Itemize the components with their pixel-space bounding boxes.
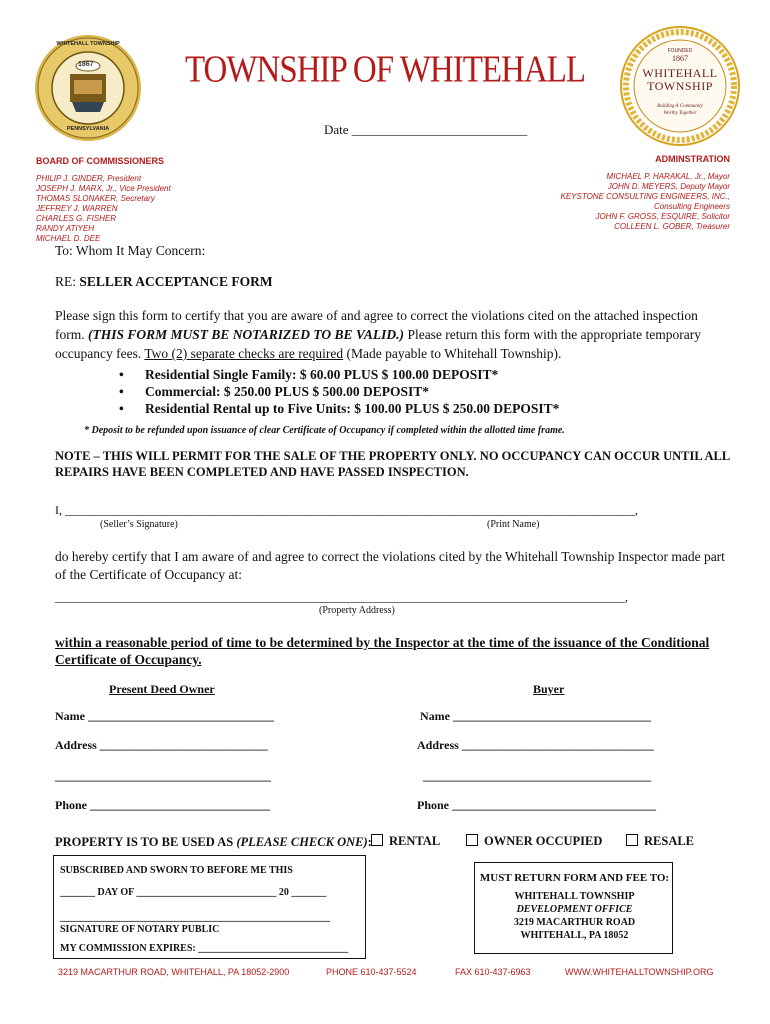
- return-line3: 3219 MACARTHUR ROAD: [513, 917, 636, 928]
- board-heading: BOARD OF COMMISSIONERS: [36, 156, 165, 166]
- notary-day-line[interactable]: _______ DAY OF ____________________________ 20 _______: [60, 887, 327, 898]
- left-seal-bottom-text: PENNSYLVANIA: [66, 126, 110, 132]
- return-line1: WHITEHALL TOWNSHIP: [514, 891, 635, 902]
- resale-label: RESALE: [644, 834, 695, 848]
- date-field-line[interactable]: Date ___________________________: [324, 122, 528, 137]
- property-address-line[interactable]: _______________________________________________________________________________________________,: [55, 590, 628, 604]
- owner-address-line2[interactable]: ____________________________________: [55, 769, 271, 783]
- fee-item: • Residential Rental up to Five Units: $ 100.00 PLUS $ 250.00 DEPOSIT*: [119, 400, 559, 417]
- owner-occupied-option[interactable]: [466, 834, 602, 849]
- owner-address-field[interactable]: Address ____________________________: [55, 738, 268, 752]
- footer-address: 3219 MACARTHUR ROAD, WHITEHALL, PA 18052-2900: [58, 967, 290, 977]
- resale-option[interactable]: [626, 834, 694, 849]
- subject-label: RE:: [55, 274, 80, 289]
- print-name-label: (Print Name): [487, 519, 540, 530]
- buyer-heading: Buyer: [533, 682, 565, 696]
- sworn-text: SUBSCRIBED AND SWORN TO BEFORE ME THIS: [60, 865, 293, 876]
- rental-label: RENTAL: [389, 834, 441, 848]
- return-line4: WHITEHALL, PA 18052: [520, 930, 629, 941]
- right-seal-sub: Building A Community: [657, 104, 703, 109]
- fee-list: [119, 366, 559, 417]
- fee-item: • Residential Single Family: $ 60.00 PLUS $ 100.00 DEPOSIT*: [119, 366, 559, 383]
- buyer-address-field[interactable]: Address ________________________________: [417, 738, 654, 752]
- return-line2: DEVELOPMENT OFFICE: [516, 904, 633, 915]
- board-member: MICHAEL D. DEE: [36, 234, 101, 243]
- buyer-address-line2[interactable]: ______________________________________: [423, 769, 651, 783]
- notarize-warning: (THIS FORM MUST BE NOTARIZED TO BE VALID.): [88, 327, 405, 342]
- owner-occupied-checkbox[interactable]: [466, 834, 478, 846]
- instructions-text-2: Please return this form with the appropriate temporary occupancy fees.: [55, 327, 701, 361]
- notary-signature-label: SIGNATURE OF NOTARY PUBLIC: [60, 924, 220, 935]
- salutation: To: Whom It May Concern:: [55, 243, 206, 258]
- right-seal-year: 1867: [672, 54, 688, 63]
- administration-members-list: [560, 172, 730, 232]
- footer-website[interactable]: WWW.WHITEHALLTOWNSHIP.ORG: [565, 967, 714, 977]
- check-one-hint: (PLEASE CHECK ONE): [236, 835, 368, 849]
- return-address-box: [474, 862, 673, 954]
- fee-item: • Commercial: $ 250.00 PLUS $ 500.00 DEPOSIT*: [119, 383, 559, 400]
- admin-member: KEYSTONE CONSULTING ENGINEERS, INC.,: [560, 192, 730, 201]
- admin-member: MICHAEL P. HARAKAL, Jr., Mayor: [606, 172, 730, 181]
- instructions-paragraph: [55, 306, 730, 363]
- left-seal-top-text: WHITEHALL TOWNSHIP: [56, 41, 120, 47]
- rental-option[interactable]: [371, 834, 440, 849]
- left-seal-year: 1867: [78, 61, 94, 68]
- rental-checkbox[interactable]: [371, 834, 383, 846]
- commission-expires-line[interactable]: MY COMMISSION EXPIRES: ______________________________: [60, 943, 349, 954]
- admin-member: JOHN F. GROSS, ESQUIRE, Solicitor: [595, 212, 730, 221]
- property-use-prompt: [55, 835, 372, 850]
- admin-member: Consulting Engineers: [653, 202, 730, 211]
- two-checks-notice: Two (2) separate checks are required: [144, 346, 344, 361]
- board-members-list: [36, 174, 171, 244]
- board-member: JOSEPH J. MARX, Jr., Vice President: [36, 184, 171, 193]
- right-seal-line1: WHITEHALL: [642, 66, 718, 80]
- board-member: JEFFREY J. WARREN: [36, 204, 118, 213]
- notary-box: [53, 855, 366, 959]
- right-seal-sub2: Worthy Together: [663, 111, 697, 116]
- footer-fax: FAX 610-437-6963: [455, 967, 531, 977]
- seller-signature-line[interactable]: I, _______________________________________________________________________________________________,: [55, 503, 638, 517]
- buyer-name-field[interactable]: Name _________________________________: [420, 709, 651, 723]
- administration-heading: ADMINSTRATION: [655, 154, 730, 164]
- resale-checkbox[interactable]: [626, 834, 638, 846]
- occupancy-note: NOTE – THIS WILL PERMIT FOR THE SALE OF THE PROPERTY ONLY. NO OCCUPANCY CAN OCCUR UNTIL ALL REPAIRS HAVE BEEN COMPLETED AND HAVE PASSED INSPECTION.: [55, 449, 730, 479]
- board-member: THOMAS SLONAKER, Secretary: [36, 194, 155, 203]
- instructions-text: Please sign this form to certify that you are aware of and agree to correct the violations cited on the attached inspection form.: [55, 308, 698, 342]
- seller-signature-label: (Seller’s Signature): [100, 519, 178, 530]
- payable-note: (Made payable to Whitehall Township).: [343, 346, 562, 361]
- buyer-phone-field[interactable]: Phone __________________________________: [417, 798, 657, 812]
- subject-line: [55, 274, 273, 290]
- subject-text: SELLER ACCEPTANCE FORM: [79, 274, 273, 289]
- footer-phone: PHONE 610-437-5524: [326, 967, 417, 977]
- owner-phone-field[interactable]: Phone ______________________________: [55, 798, 271, 812]
- notary-signature-line[interactable]: ______________________________________________________: [60, 912, 330, 923]
- property-address-label: (Property Address): [319, 605, 395, 616]
- board-member: RANDY ATIYEH: [36, 224, 95, 233]
- property-use-label: PROPERTY IS TO BE USED AS: [55, 835, 237, 849]
- right-seal-founded: FOUNDED: [667, 48, 693, 54]
- admin-member: COLLEEN L. GOBER, Treasurer: [614, 222, 730, 231]
- deposit-note: * Deposit to be refunded upon issuance of clear Certificate of Occupancy if completed within the allotted time frame.: [84, 425, 565, 436]
- admin-member: JOHN D. MEYERS, Deputy Mayor: [607, 182, 730, 191]
- page-title: TOWNSHIP OF WHITEHALL: [184, 49, 586, 91]
- board-member: PHILIP J. GINDER, President: [36, 174, 142, 183]
- inspection-period-text: within a reasonable period of time to be determined by the Inspector at the time of the issuance of the Conditional Certificate of Occupancy.: [55, 635, 710, 667]
- certification-paragraph: do hereby certify that I am aware of and agree to correct the violations cited by the Whitehall Township Inspector made part of the Certificate of Occupancy at:: [55, 549, 725, 582]
- owner-occupied-label: OWNER OCCUPIED: [484, 834, 603, 848]
- present-owner-heading: Present Deed Owner: [109, 682, 215, 696]
- owner-name-field[interactable]: Name _______________________________: [55, 709, 274, 723]
- return-heading: MUST RETURN FORM AND FEE TO:: [479, 872, 670, 884]
- right-seal-line2: TOWNSHIP: [647, 79, 713, 93]
- board-member: CHARLES G. FISHER: [36, 214, 117, 223]
- property-use-colon: :: [367, 835, 372, 849]
